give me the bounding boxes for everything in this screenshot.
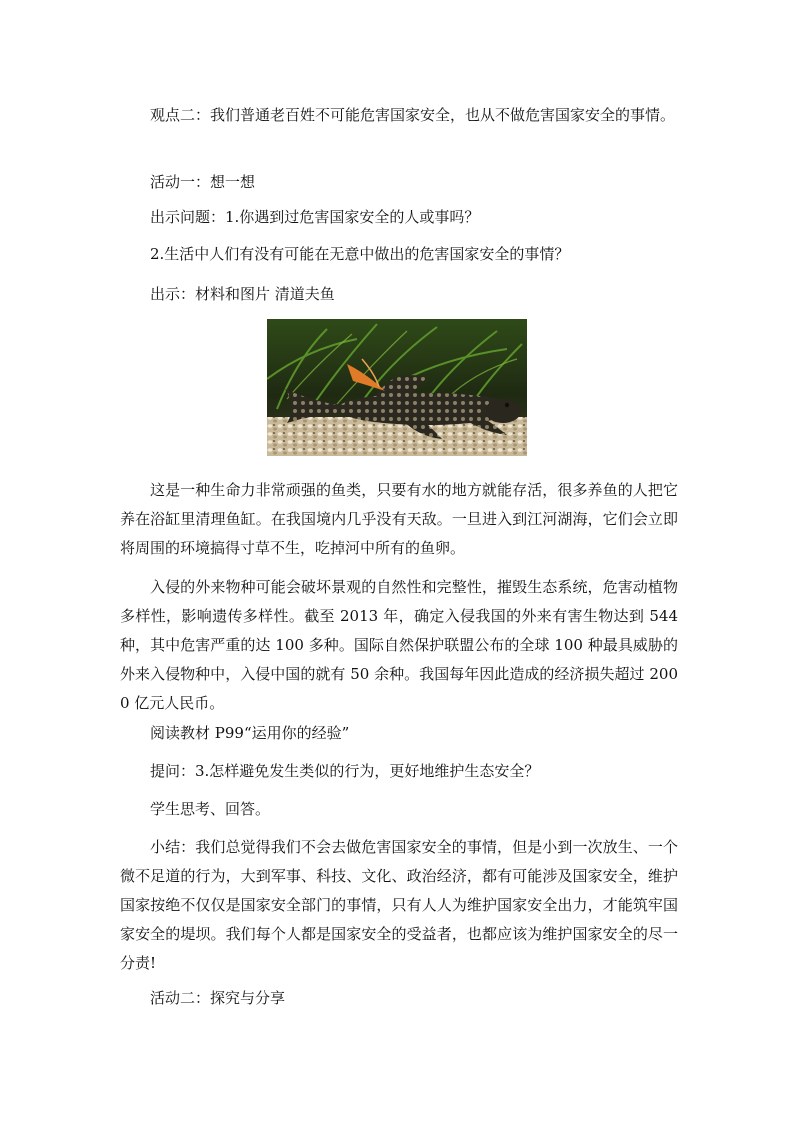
activity-one-heading: 活动一：想一想 bbox=[150, 173, 256, 191]
material-caption: 出示：材料和图片 清道夫鱼 bbox=[150, 285, 335, 303]
question-one-text: 出示问题：1.你遇到过危害国家安全的人或事吗？ bbox=[150, 208, 480, 226]
pleco-fish-illustration bbox=[267, 319, 527, 456]
summary-text: 小结：我们总觉得我们不会去做危害国家安全的事情，但是小到一次放生、一个微不足道的行为，大到军事、科技、文化、政治经济，都有可能涉及国家安全，维护国家按绝不仅仅是国家安全部门的事情，只有人人为维护国家安全出力，才能筑牢国家安全的堤坝。我们每个人都是国家安全的受益者，也都应该为维护国家安全的尽一分责! bbox=[120, 838, 678, 972]
viewpoint-two-text: 观点二：我们普通老百姓不可能危害国家安全，也从不做危害国家安全的事情。 bbox=[150, 106, 676, 124]
pleco-description-text: 这是一种生命力非常顽强的鱼类，只要有水的地方就能存活，很多养鱼的人把它养在浴缸里清理鱼缸。在我国境内几乎没有天敌。一旦进入到江河湖海，它们会立即将周围的环境搞得寸草不生，吃掉河中所有的鱼卵。 bbox=[120, 481, 678, 557]
pleco-fish-image bbox=[267, 319, 527, 456]
invasive-species-text: 入侵的外来物种可能会破坏景观的自然性和完整性，摧毁生态系统，危害动植物多样性，影响遗传多样性。截至 2013 年，确定入侵我国的外来有害生物达到 544 种，其中危害严重的达 100 多种。国际自然保护联盟公布的全球 100 种最具威胁的外来入侵物种中，入侵中国的就有 50 余种。我国每年因此造成的经济损失超过 2000 亿元人民币。 bbox=[120, 578, 678, 712]
student-answer-text: 学生思考、回答。 bbox=[150, 800, 271, 818]
question-three-text: 提问：3.怎样避免发生类似的行为，更好地维护生态安全？ bbox=[150, 762, 540, 780]
question-two-text: 2.生活中人们有没有可能在无意中做出的危害国家安全的事情？ bbox=[150, 245, 570, 263]
activity-two-heading: 活动二：探究与分享 bbox=[150, 989, 286, 1007]
textbook-reading-text: 阅读教材 P99“运用你的经验” bbox=[150, 724, 350, 742]
